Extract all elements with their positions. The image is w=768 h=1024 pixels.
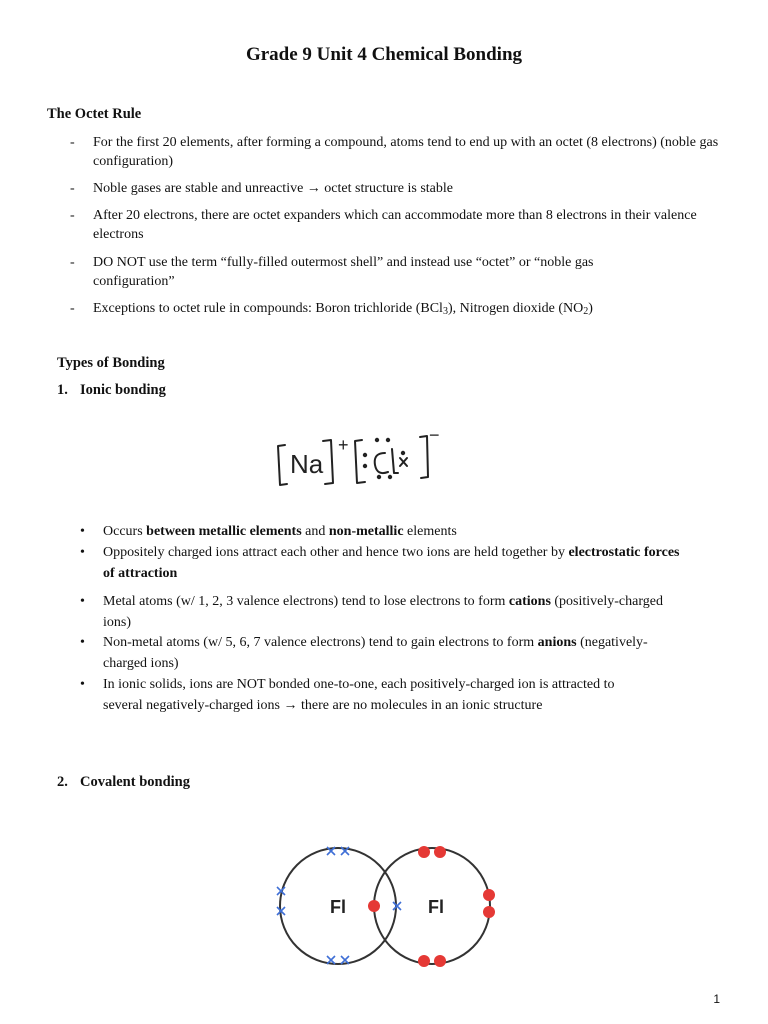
octet-item: - DO NOT use the term “fully-filled outermost shell” and instead use “octet” or “noble gas configuration” (70, 255, 594, 289)
dash-marker: - (70, 255, 75, 270)
bullet-marker: • (80, 635, 85, 650)
ionic-lewis-diagram (265, 425, 450, 495)
covalent-bond-diagram (270, 840, 500, 970)
ionic-bonding-heading: 1. Ionic bonding (57, 382, 166, 398)
left-atom-symbol: Fl (330, 897, 346, 917)
octet-item: - For the first 20 elements, after forming a compound, atoms tend to end up with an octet (8 electrons) (noble gas configuration) (70, 135, 719, 169)
bullet-marker: • (80, 524, 85, 539)
bullet-marker: • (80, 545, 85, 560)
octet-item: - After 20 electrons, there are octet expanders which can accommodate more than 8 electrons in their valence electrons (70, 208, 697, 242)
octet-item: - Exceptions to octet rule in compounds: Boron trichloride (BCl$_3$), Nitrogen dioxide $(NO_2)$ (70, 301, 593, 317)
types-of-bonding-heading: Types of Bonding (57, 355, 165, 371)
bullet-marker: • (80, 594, 85, 609)
dash-marker: - (70, 301, 75, 316)
ionic-bullet: • Oppositely charged ions attract each other and hence two ions are held together by electrostatic forces of attraction (80, 542, 680, 584)
right-atom-symbol: Fl (428, 897, 444, 917)
octet-item: - Noble gases are stable and unreactive → octet structure is stable (70, 181, 453, 196)
page-number: 1 (713, 992, 720, 1006)
ionic-bullet: • Metal atoms (w/ 1, 2, 3 valence electrons) tend to lose electrons to form cations (positively-charged ions) (80, 591, 680, 633)
bullet-marker: • (80, 677, 85, 692)
dash-marker: - (70, 181, 75, 196)
ionic-bullet: • Non-metal atoms (w/ 5, 6, 7 valence electrons) tend to gain electrons to form anions (negatively-charged ions) (80, 632, 680, 674)
octet-rule-heading: The Octet Rule (47, 106, 142, 122)
anion-charge: − (429, 425, 440, 445)
covalent-bonding-heading: 2. Covalent bonding (57, 774, 190, 790)
cation-symbol: Na (290, 449, 324, 479)
dash-marker: - (70, 208, 75, 223)
dash-marker: - (70, 135, 75, 150)
ionic-bullet: • In ionic solids, ions are NOT bonded one-to-one, each positively-charged ion is attracted to several negatively-charged ions → there are no molecules in an ionic structure (80, 674, 640, 716)
ionic-bullet: • Occurs between metallic elements and non-metallic elements (80, 521, 680, 542)
cation-charge: + (338, 435, 349, 455)
document-title: Grade 9 Unit 4 Chemical Bonding (245, 44, 523, 65)
